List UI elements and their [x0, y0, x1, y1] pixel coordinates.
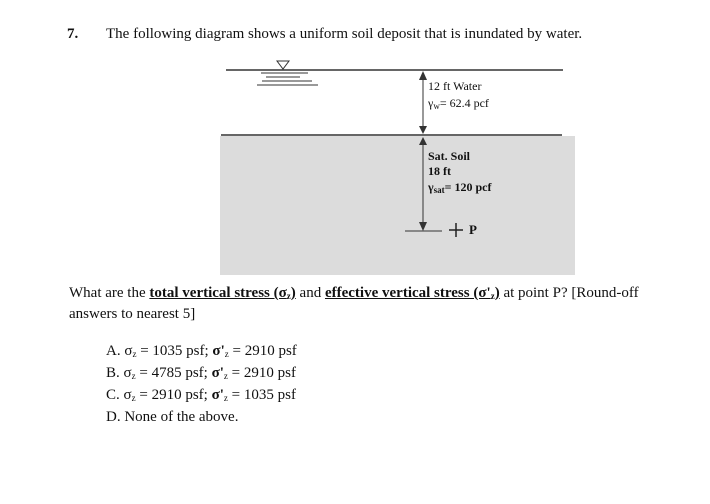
sigma-subscript: z — [132, 349, 137, 359]
sigma-symbol: σ — [124, 343, 133, 359]
question-text: The following diagram shows a uniform soil deposit that is inundated by water. — [106, 26, 583, 42]
choice-a[interactable] — [106, 342, 297, 364]
gamma-sat-value: = 120 pcf — [444, 180, 492, 194]
choice-letter: D. — [106, 409, 121, 425]
water-table-triangle-icon — [277, 61, 289, 69]
arrow-up-icon — [419, 71, 427, 80]
sigma-subscript: z — [131, 371, 136, 381]
effective-stress-label: effective vertical stress (σ' — [324, 285, 491, 301]
sigma-subscript: z — [131, 393, 136, 403]
arrow-down-icon — [419, 126, 427, 134]
choice-b[interactable] — [106, 364, 297, 386]
soil-layer — [220, 136, 575, 275]
answer-choices — [106, 342, 297, 427]
sigma-prime-symbol: σ' — [211, 365, 224, 381]
gamma-w-value: = 62.4 pcf — [439, 96, 489, 110]
gamma-w-subscript: w — [433, 101, 440, 111]
choice-text: None of the above. — [124, 409, 239, 425]
soil-title-label: Sat. Soil — [428, 149, 471, 163]
choice-c[interactable] — [106, 386, 297, 408]
total-stress-value: = 4785 psf; — [135, 365, 212, 381]
prompt-part2: and — [295, 285, 325, 301]
sigma-prime-subscript: z — [223, 393, 228, 403]
total-stress-subscript: z — [286, 291, 291, 301]
total-stress-label: total vertical stress (σ — [149, 285, 287, 301]
total-stress-value: = 1035 psf; — [136, 343, 213, 359]
effective-stress-subscript: z — [490, 291, 495, 301]
effective-stress-value: = 1035 psf — [227, 387, 296, 403]
sigma-symbol: σ — [123, 365, 132, 381]
gamma-symbol: γ — [428, 180, 434, 194]
sigma-prime-symbol: σ' — [211, 387, 224, 403]
soil-depth-label: 18 ft — [428, 164, 451, 178]
total-stress-term — [149, 285, 295, 301]
choice-d[interactable] — [106, 408, 297, 427]
sigma-symbol: σ — [123, 387, 132, 403]
point-p-label: P — [469, 222, 477, 237]
water-depth-label: 12 ft Water — [428, 79, 482, 93]
gamma-sat-subscript: sat — [433, 185, 445, 195]
effective-stress-close: ) — [494, 285, 500, 301]
prompt-part3: at point P? [Round-off answers to nearest 5] — [69, 285, 639, 322]
question-number: 7. — [67, 26, 79, 42]
choice-letter: B. — [106, 365, 120, 381]
gamma-symbol: γ — [428, 96, 434, 110]
total-stress-value: = 2910 psf; — [135, 387, 212, 403]
choice-letter: A. — [106, 343, 121, 359]
effective-stress-term — [325, 285, 500, 301]
effective-stress-value: = 2910 psf — [228, 343, 297, 359]
sigma-prime-subscript: z — [224, 349, 229, 359]
unit-weight-water-label — [428, 96, 489, 114]
total-stress-close: ) — [290, 285, 296, 301]
unit-weight-soil-label — [428, 180, 491, 198]
question-prompt — [69, 284, 669, 323]
sigma-prime-subscript: z — [223, 371, 228, 381]
choice-letter: C. — [106, 387, 120, 403]
effective-stress-value: = 2910 psf — [227, 365, 296, 381]
prompt-part1: What are the — [69, 285, 150, 301]
sigma-prime-symbol: σ' — [212, 343, 225, 359]
